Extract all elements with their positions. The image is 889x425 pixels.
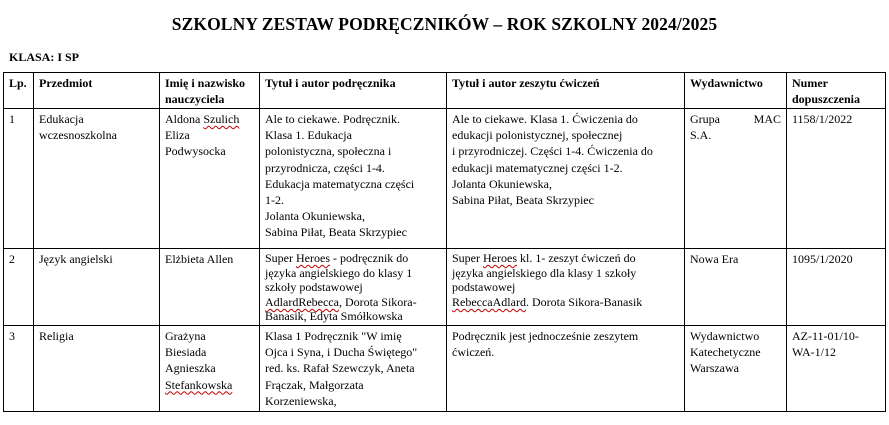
workbook-line (452, 295, 679, 310)
publisher-line: Katechetyczne (690, 345, 761, 360)
table-row (4, 249, 886, 326)
textbook-line: języka angielskiego do klasy 1 (265, 265, 413, 280)
table-row (4, 326, 886, 412)
publisher-part: MAC (753, 112, 781, 126)
workbook-line: i przyrodniczej. Części 1-4. Ćwiczenia do (452, 144, 653, 159)
cell-lp: 3 (4, 326, 34, 412)
textbook-line (265, 295, 441, 310)
textbook-line: Ale to ciekawe. Podręcznik. (265, 112, 400, 126)
text-part: Super (452, 251, 483, 265)
spellcheck-word: Heroes (296, 251, 330, 265)
textbook-line (265, 251, 441, 266)
textbook-line: Edukacja matematyczna części (265, 176, 415, 191)
teacher-line (165, 377, 254, 393)
workbook-line: ćwiczeń. (452, 345, 495, 360)
cell-subject: Religia (34, 326, 160, 412)
cell-teacher: Elżbieta Allen (160, 249, 260, 326)
subject-line: Edukacja (39, 112, 84, 126)
header-teacher-line: Imię i nazwisko (165, 76, 246, 90)
header-textbook: Tytuł i autor podręcznika (260, 73, 447, 109)
textbook-line: Banasik, Edyta Smółkowska (265, 309, 403, 324)
teacher-line: Grażyna (165, 329, 206, 343)
subject-line: wczesnoszkolna (39, 128, 117, 143)
textbook-line: Klasa 1 Podręcznik "W imię (265, 329, 402, 343)
document-title: SZKOLNY ZESTAW PODRĘCZNIKÓW – ROK SZKOLNY 2024/2025 (171, 14, 718, 34)
header-lp: Lp. (4, 73, 34, 109)
textbook-line: szkoły podstawowej (265, 280, 363, 295)
cell-publisher: Nowa Era (685, 249, 787, 326)
header-approval-line: Numer (792, 76, 828, 90)
textbook-line: polonistyczna, społeczna i (265, 144, 392, 159)
spellcheck-word: Szulich (203, 112, 240, 126)
header-publisher: Wydawnictwo (685, 73, 787, 109)
text-part: Super (265, 251, 296, 265)
cell-textbook (260, 249, 447, 326)
header-approval-line: dopuszczenia (792, 92, 861, 106)
teacher-line (165, 111, 254, 127)
cell-workbook (447, 249, 685, 326)
textbook-line: Klasa 1. Edukacja (265, 128, 352, 143)
workbook-line: Podręcznik jest jednocześnie zeszytem (452, 329, 639, 343)
text-part: kl. 1- zeszyt ćwiczeń do (516, 251, 636, 265)
textbook-line: przyrodnicza, części 1-4. (265, 160, 385, 175)
cell-approval-number (787, 326, 886, 412)
cell-subject (34, 109, 160, 249)
workbook-line: Jolanta Okuniewska, (452, 176, 552, 191)
spellcheck-word: RebeccaAdlard (452, 294, 526, 309)
workbook-line (452, 251, 679, 266)
workbook-line: Sabina Piłat, Beata Skrzypiec (452, 193, 594, 208)
cell-textbook (260, 109, 447, 249)
text-part: , Dorota Sikora- (338, 294, 417, 309)
cell-approval-number: 1158/1/2022 (787, 109, 886, 249)
workbook-line: edukacji matematycznej części 1-2. (452, 160, 623, 175)
spellcheck-word: Stefankowska (165, 377, 233, 392)
teacher-line: Eliza (165, 128, 190, 143)
workbook-line: języka angielskiego dla klasy 1 szkoły (452, 265, 637, 280)
textbook-line: 1-2. (265, 193, 284, 208)
cell-teacher (160, 326, 260, 412)
approval-line: AZ-11-01/10- (792, 329, 859, 343)
cell-approval-number: 1095/1/2020 (787, 249, 886, 326)
text-part: Aldona (165, 112, 204, 126)
approval-line: WA-1/12 (792, 345, 836, 360)
teacher-line: Podwysocka (165, 144, 226, 159)
cell-lp: 2 (4, 249, 34, 326)
workbook-line: edukacji polonistycznej, społecznej (452, 128, 623, 143)
cell-workbook (447, 326, 685, 412)
teacher-line: Agnieszka (165, 361, 216, 376)
text-part: - podręcznik do (329, 251, 409, 265)
publisher-part: Grupa (690, 112, 720, 126)
spellcheck-word: AdlardRebecca (265, 294, 339, 309)
text-part: . Dorota Sikora-Banasik (525, 294, 643, 309)
publisher-line (690, 111, 781, 127)
textbook-table (3, 72, 886, 412)
class-label: KLASA: I SP (9, 50, 80, 64)
cell-workbook (447, 109, 685, 249)
textbook-line: Jolanta Okuniewska, (265, 209, 365, 224)
header-workbook: Tytuł i autor zeszytu ćwiczeń (447, 73, 685, 109)
publisher-line: S.A. (690, 128, 712, 143)
cell-publisher (685, 326, 787, 412)
spellcheck-word: Heroes (483, 251, 517, 265)
textbook-line: Sabina Piłat, Beata Skrzypiec (265, 225, 407, 240)
workbook-line: Ale to ciekawe. Klasa 1. Ćwiczenia do (452, 112, 638, 126)
table-header-row (4, 73, 886, 109)
header-approval-number (787, 73, 886, 109)
cell-teacher (160, 109, 260, 249)
workbook-line: podstawowej (452, 280, 516, 295)
cell-publisher (685, 109, 787, 249)
cell-textbook (260, 326, 447, 412)
header-subject: Przedmiot (34, 73, 160, 109)
publisher-line: Warszawa (690, 361, 740, 376)
textbook-line: Frączak, Małgorzata (265, 377, 364, 392)
header-teacher-line: nauczyciela (165, 92, 225, 106)
cell-lp: 1 (4, 109, 34, 249)
publisher-line: Wydawnictwo (690, 329, 760, 343)
teacher-line: Biesiada (165, 345, 207, 360)
cell-subject: Język angielski (34, 249, 160, 326)
textbook-line: red. ks. Rafał Szewczyk, Aneta (265, 361, 415, 376)
header-teacher (160, 73, 260, 109)
table-row (4, 109, 886, 249)
textbook-line: Ojca i Syna, i Ducha Świętego" (265, 345, 418, 360)
textbook-line: Korzeniewska, (265, 393, 337, 408)
